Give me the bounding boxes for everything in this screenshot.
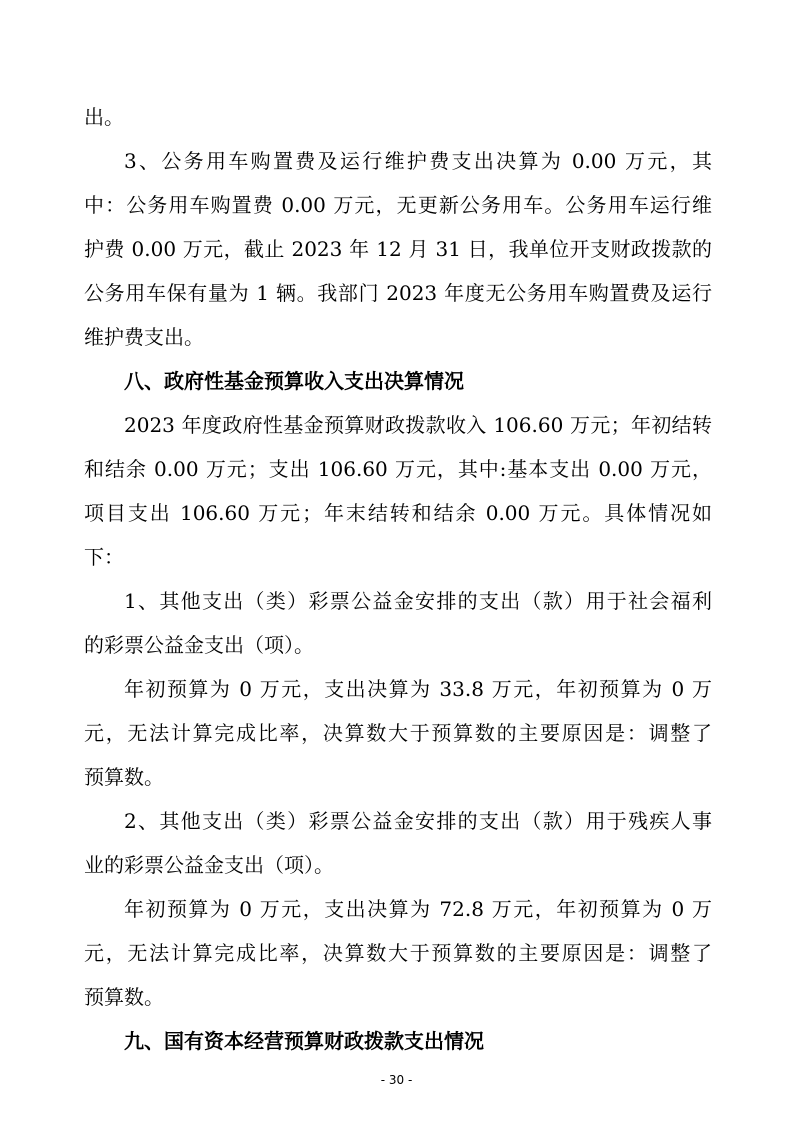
text-line-1: 出。 xyxy=(84,105,124,129)
text-line-17: 2、其他支出（类）彩票公益金安排的支出（款）用于残疾人事 xyxy=(124,809,712,833)
text-line-11: 下： xyxy=(84,545,124,569)
text-line-5: 公务用车保有量为 1 辆。我部门 2023 年度无公务用车购置费及运行 xyxy=(84,281,712,305)
text-line-18: 业的彩票公益金支出（项）。 xyxy=(84,853,334,877)
text-line-10: 项目支出 106.60 万元；年末结转和结余 0.00 万元。具体情况如 xyxy=(84,501,712,525)
text-line-20: 元，无法计算完成比率，决算数大于预算数的主要原因是：调整了 xyxy=(84,941,712,965)
text-line-15: 元，无法计算完成比率，决算数大于预算数的主要原因是：调整了 xyxy=(84,721,712,745)
section-heading-8: 八、政府性基金预算收入支出决算情况 xyxy=(124,369,464,393)
text-line-13: 的彩票公益金支出（项）。 xyxy=(84,633,314,657)
text-line-9: 和结余 0.00 万元；支出 106.60 万元，其中:基本支出 0.00 万元， xyxy=(84,457,712,481)
text-line-6: 维护费支出。 xyxy=(84,325,204,349)
text-line-14: 年初预算为 0 万元，支出决算为 33.8 万元，年初预算为 0 万 xyxy=(124,677,712,701)
text-line-4: 护费 0.00 万元，截止 2023 年 12 月 31 日，我单位开支财政拨款的 xyxy=(84,237,712,261)
text-line-16: 预算数。 xyxy=(84,765,164,789)
text-line-8: 2023 年度政府性基金预算财政拨款收入 106.60 万元；年初结转 xyxy=(124,413,712,437)
text-line-19: 年初预算为 0 万元，支出决算为 72.8 万元，年初预算为 0 万 xyxy=(124,897,712,921)
section-heading-9: 九、国有资本经营预算财政拨款支出情况 xyxy=(124,1029,484,1053)
text-line-2: 3、公务用车购置费及运行维护费支出决算为 0.00 万元，其 xyxy=(124,149,712,173)
text-line-3: 中：公务用车购置费 0.00 万元，无更新公务用车。公务用车运行维 xyxy=(84,193,712,217)
page-number: - 30 - xyxy=(380,1073,413,1087)
text-line-12: 1、其他支出（类）彩票公益金安排的支出（款）用于社会福利 xyxy=(124,589,712,613)
text-line-21: 预算数。 xyxy=(84,985,164,1009)
